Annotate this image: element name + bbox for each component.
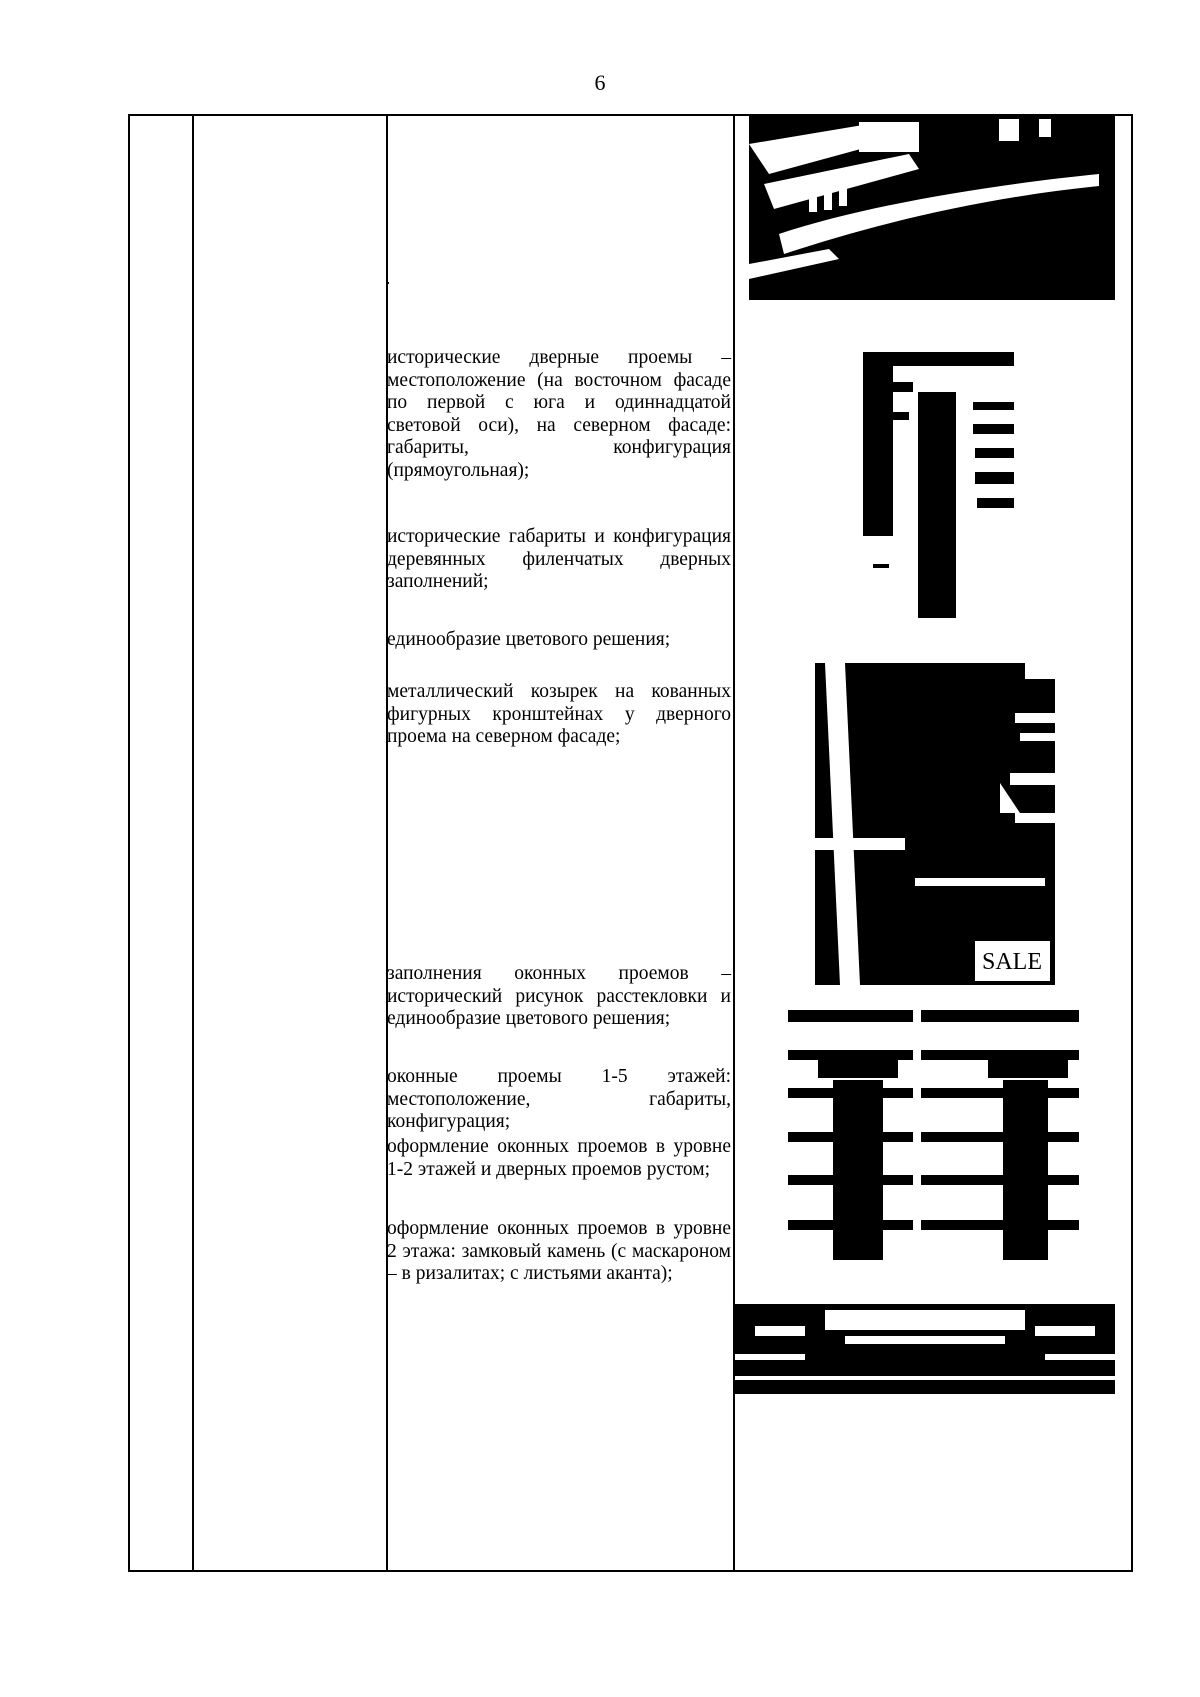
- table-column-divider: [192, 116, 194, 1570]
- list-item: исторические габариты и конфигурация деревянных филенчатых дверных заполнений;: [387, 526, 731, 592]
- list-item: оформление оконных проемов в уровне 1-2 этажей и дверных проемов рустом;: [387, 1136, 731, 1180]
- table-cell-mark: [386, 282, 389, 284]
- table-column-divider: [386, 116, 388, 1570]
- list-item: заполнения оконных проемов – исторический рисунок расстекловки и единообразие цветового решения;: [387, 963, 731, 1029]
- page-number: 6: [594, 70, 606, 95]
- photo-windows: [788, 1010, 1079, 1268]
- photo-door: [863, 352, 1014, 618]
- list-item: единообразие цветового решения;: [387, 629, 671, 650]
- photo-canopy: [815, 663, 1055, 985]
- list-item: оформление оконных проемов в уровне 2 этажа: замковый камень (с маскароном – в ризалитах; с листьями аканта);: [387, 1218, 731, 1284]
- photo-keystone: [735, 1296, 1115, 1394]
- sale-sign-text: SALE: [982, 949, 1042, 975]
- list-item: оконные проемы 1-5 этажей: местоположение, габариты, конфигурация;: [387, 1066, 731, 1132]
- list-item: металлический козырек на кованных фигурных кронштейнах у дверного проема на северном фасаде;: [387, 681, 731, 747]
- list-item: исторические дверные проемы – местоположение (на восточном фасаде по первой с юга и одиннадцатой световой оси), на северном фасаде: габариты, конфигурация (прямоугольная);: [387, 347, 731, 481]
- photo-cornice: [749, 114, 1115, 300]
